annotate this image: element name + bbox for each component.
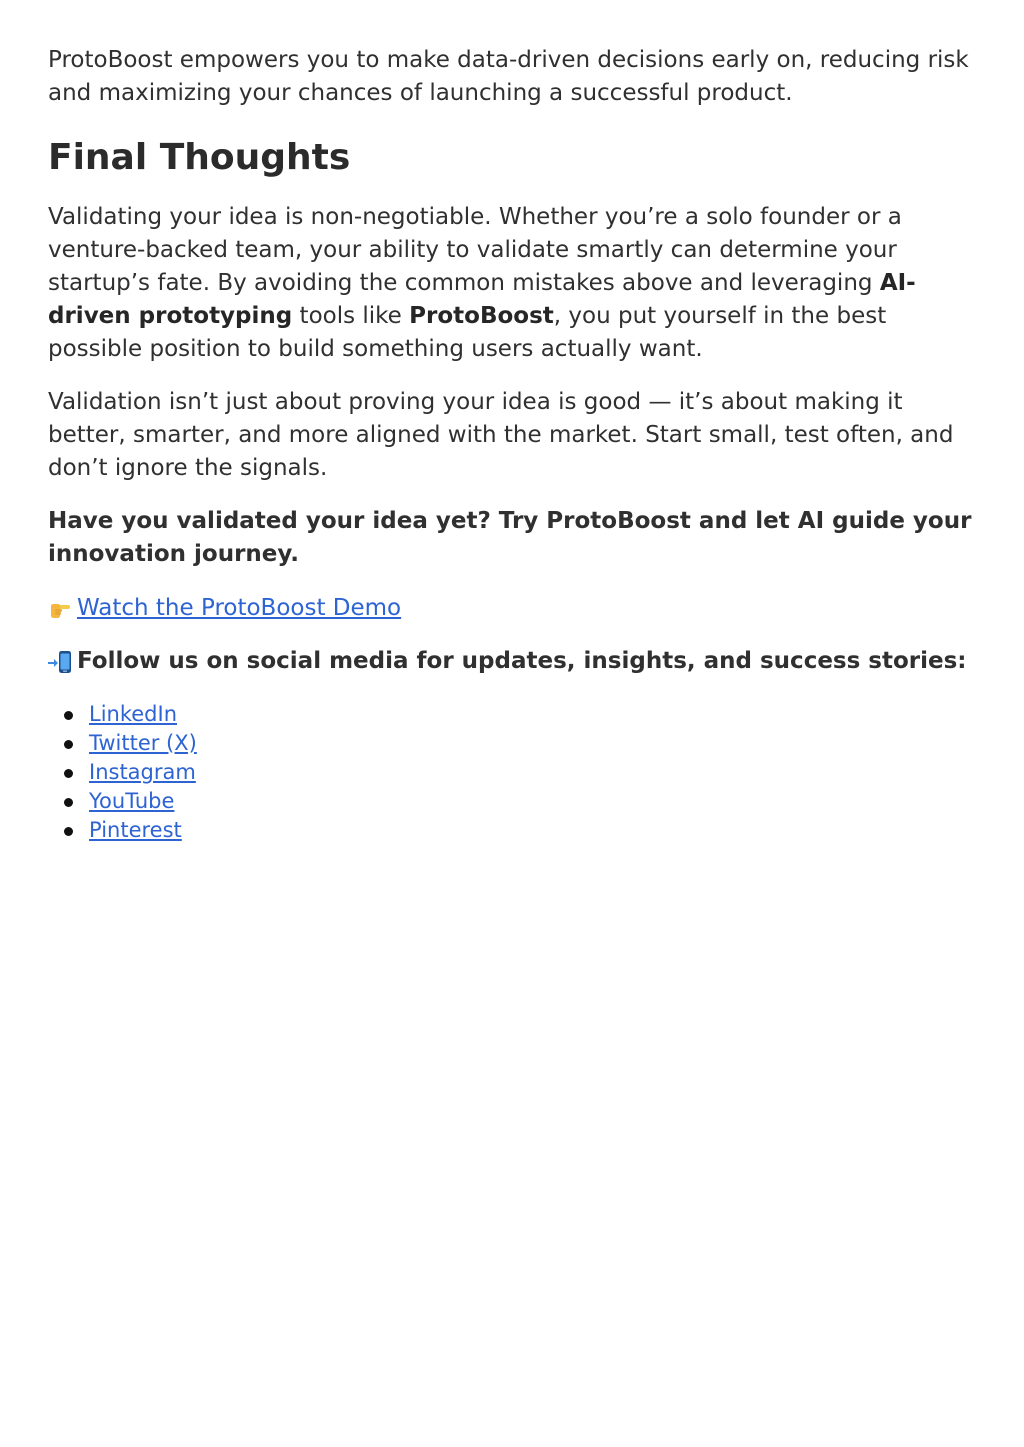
section-heading: Final Thoughts — [48, 137, 351, 178]
call-to-action: Have you validated your idea yet? Try ProtoBoost and let AI guide your innovation journey. — [48, 508, 972, 567]
follow-text: Follow us on social media for updates, insights, and success stories: — [77, 648, 967, 674]
follow-line — [48, 645, 978, 678]
demo-line — [48, 592, 978, 625]
bold-protoboost: ProtoBoost — [409, 303, 554, 329]
paragraph-text: Validating your idea is non-negotiable. Whether you’re a solo founder or a venture-backed team, your ability to validate smartly can determine your startup’s fate. By avoiding the common mistakes above and leveraging — [48, 204, 902, 296]
youtube-link[interactable]: YouTube — [89, 789, 175, 813]
validation-paragraph: Validation isn’t just about proving your idea is good — it’s about making it better, smarter, and more aligned with the market. Start small, test often, and don’t ignore the signals. — [48, 389, 954, 481]
mobile-phone-arrow-icon — [48, 650, 74, 674]
list-item — [89, 700, 978, 729]
pointing-hand-icon — [48, 597, 74, 621]
instagram-link[interactable]: Instagram — [89, 760, 196, 784]
linkedin-link[interactable]: LinkedIn — [89, 702, 178, 726]
list-item — [89, 816, 978, 845]
intro-paragraph: ProtoBoost empowers you to make data-driven decisions early on, reducing risk and maximizing your chances of launching a successful product. — [48, 47, 969, 106]
paragraph-text: tools like — [292, 303, 410, 329]
social-links-list — [48, 700, 978, 845]
pinterest-link[interactable]: Pinterest — [89, 818, 182, 842]
article-body — [48, 44, 978, 845]
watch-demo-link[interactable]: Watch the ProtoBoost Demo — [77, 595, 402, 621]
final-thoughts-paragraph — [48, 201, 978, 366]
paragraph-text: , you put yourself in the best possible position to build something users actually want. — [48, 303, 887, 362]
list-item — [89, 758, 978, 787]
bold-ai-prototyping: AI-driven prototyping — [48, 270, 916, 329]
list-item — [89, 729, 978, 758]
list-item — [89, 787, 978, 816]
twitter-link[interactable]: Twitter (X) — [89, 731, 197, 755]
